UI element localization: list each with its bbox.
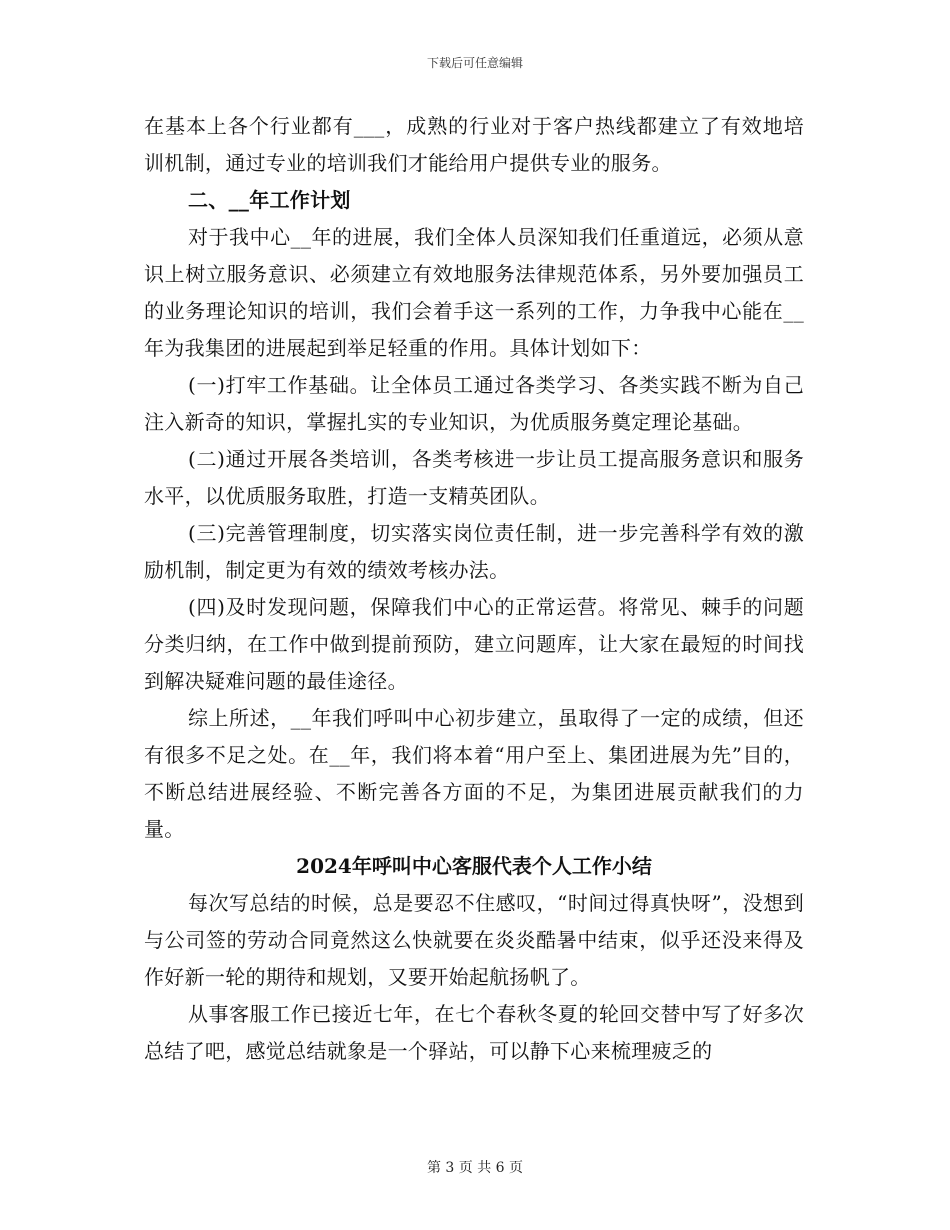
plan-item-2: (二)通过开展各类培训，各类考核进一步让员工提高服务意识和服务水平，以优质服务取胜，打造一支精英团队。 — [144, 447, 804, 508]
paragraph-plan-intro: 对于我中心__年的进展，我们全体人员深知我们任重道远，必须从意识上树立服务意识、必须建立有效地服务法律规范体系，另外要加强员工的业务理论知识的培训，我们会着手这一系列的工作，力争我中心能在__年为我集团的进展起到举足轻重的作用。具体计划如下： — [144, 225, 804, 360]
document-title: 2024年呼叫中心客服代表个人工作小结 — [296, 854, 652, 878]
paragraph-industry-training: 在基本上各个行业都有___，成熟的行业对于客户热线都建立了有效地培训机制，通过专业的培训我们才能给用户提供专业的服务。 — [144, 114, 804, 175]
plan-item-4: (四)及时发现问题，保障我们中心的正常运营。将常见、棘手的问题分类归纳，在工作中做到提前预防，建立问题库，让大家在最短的时间找到解决疑难问题的最佳途径。 — [144, 595, 804, 693]
section-heading-work-plan: 二、__年工作计划 — [188, 188, 351, 212]
document-body — [144, 108, 804, 1070]
paragraph-reflection: 每次写总结的时候，总是要忍不住感叹，“时间过得真快呀”，没想到与公司签的劳动合同竟然这么快就要在炎炎酷暑中结束，似乎还没来得及作好新一轮的期待和规划，又要开始起航扬帆了。 — [144, 891, 804, 989]
plan-item-3: (三)完善管理制度，切实落实岗位责任制，进一步完善科学有效的激励机制，制定更为有效的绩效考核办法。 — [144, 521, 804, 582]
page-number: 第 3 页 共 6 页 — [426, 1160, 524, 1176]
header-note: 下载后可任意编辑 — [426, 56, 523, 70]
paragraph-summary: 综上所述，__年我们呼叫中心初步建立，虽取得了一定的成绩，但还有很多不足之处。在__年，我们将本着“用户至上、集团进展为先”目的，不断总结进展经验、不断完善各方面的不足，为集团进展贡献我们的力量。 — [144, 706, 804, 841]
paragraph-experience: 从事客服工作已接近七年，在七个春秋冬夏的轮回交替中写了好多次总结了吧，感觉总结就象是一个驿站，可以静下心来梳理疲乏的 — [144, 1002, 804, 1063]
plan-item-1: (一)打牢工作基础。让全体员工通过各类学习、各类实践不断为自己注入新奇的知识，掌握扎实的专业知识，为优质服务奠定理论基础。 — [144, 373, 804, 434]
